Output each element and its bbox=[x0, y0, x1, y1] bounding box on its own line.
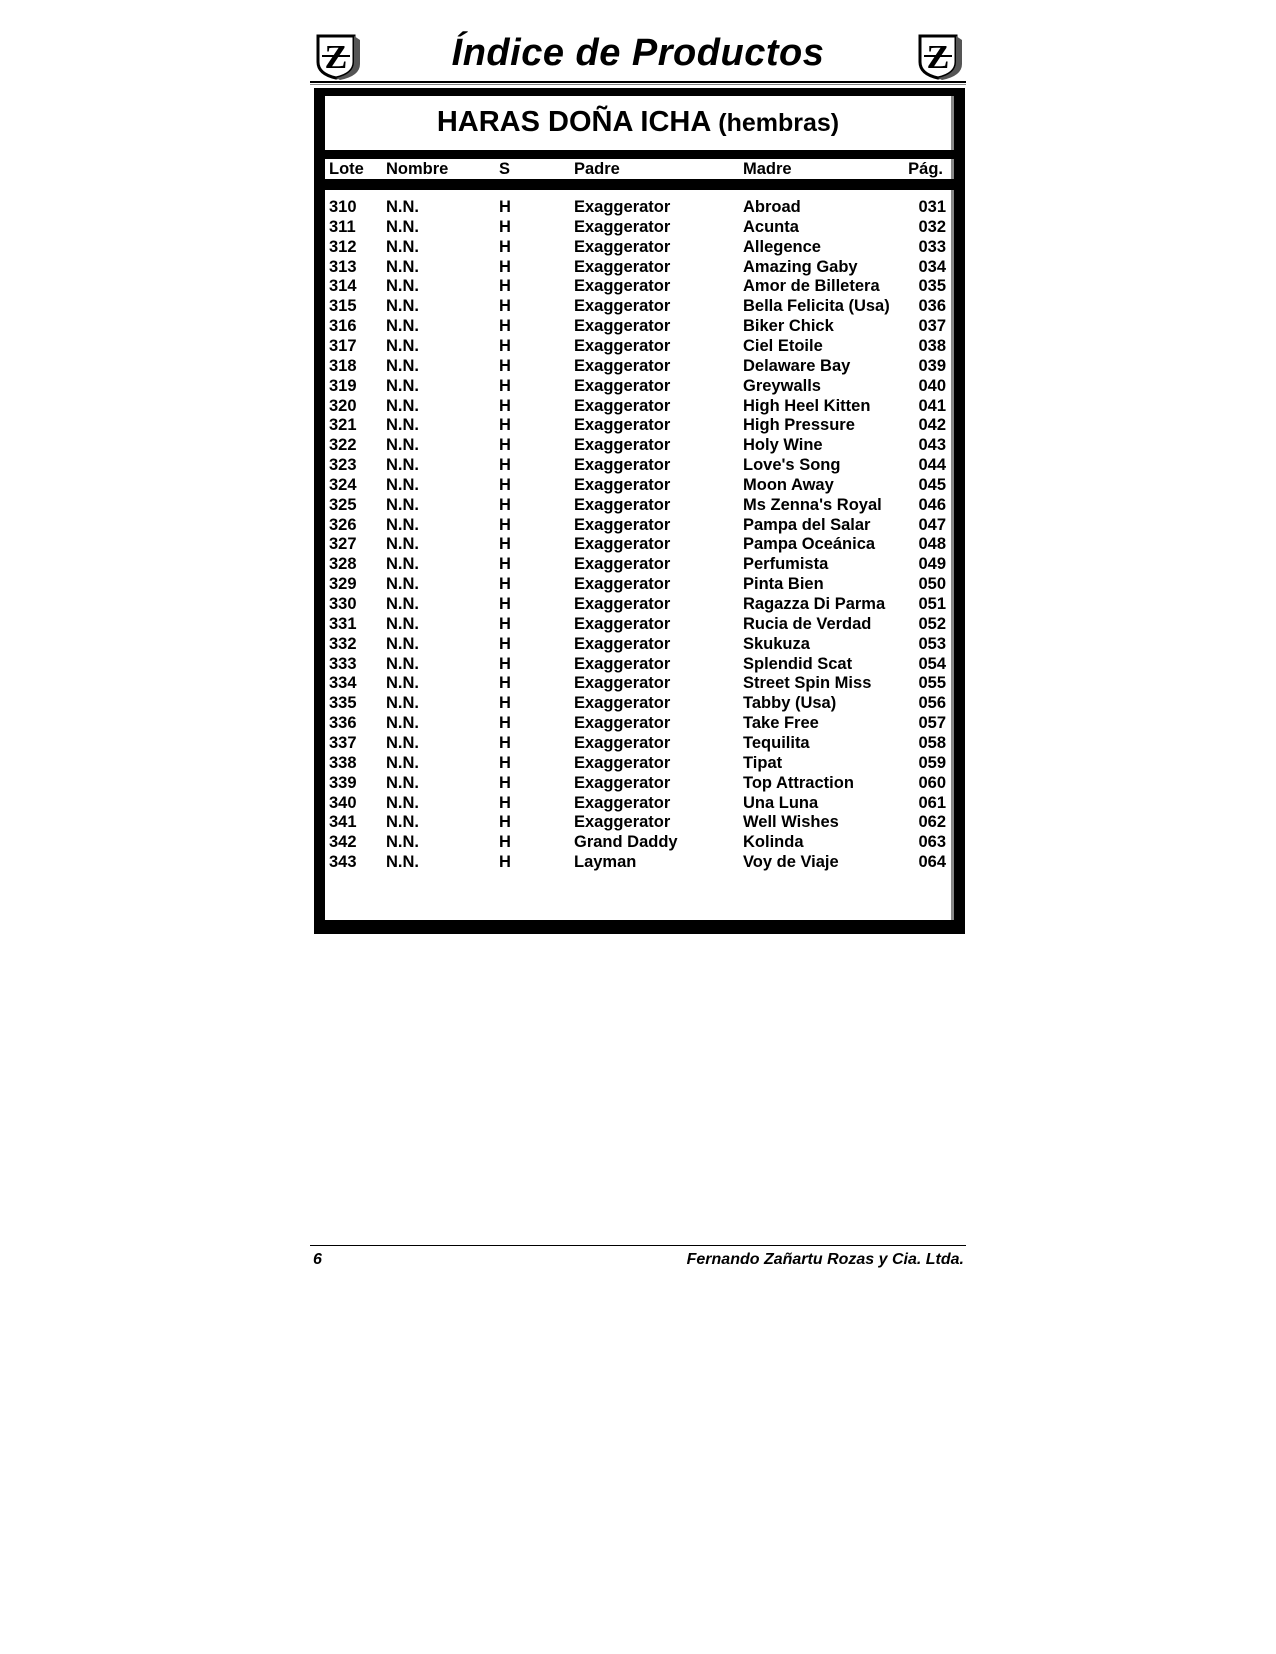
svg-text:Z: Z bbox=[324, 39, 348, 76]
cell-sexo: H bbox=[499, 694, 511, 713]
cell-lote: 321 bbox=[329, 416, 357, 435]
page-title: Índice de Productos bbox=[451, 32, 825, 74]
cell-nombre: N.N. bbox=[386, 356, 419, 375]
table-row bbox=[325, 397, 954, 418]
cell-lote: 320 bbox=[329, 396, 357, 415]
cell-pagina: 050 bbox=[918, 575, 946, 594]
cell-madre: Perfumista bbox=[743, 555, 829, 574]
table-row bbox=[325, 476, 954, 497]
cell-pagina: 033 bbox=[918, 237, 946, 256]
cell-sexo: H bbox=[499, 595, 511, 613]
svg-text:Z: Z bbox=[926, 39, 950, 76]
cell-nombre: N.N. bbox=[386, 654, 419, 673]
cell-sexo: H bbox=[499, 336, 511, 355]
table-row bbox=[325, 218, 954, 239]
cell-padre: Exaggerator bbox=[574, 614, 671, 633]
cell-nombre: N.N. bbox=[386, 595, 419, 613]
cell-nombre: N.N. bbox=[386, 297, 419, 316]
cell-padre: Exaggerator bbox=[574, 436, 671, 455]
cell-padre: Exaggerator bbox=[574, 297, 671, 316]
cell-pagina: 064 bbox=[918, 853, 946, 872]
cell-pagina: 045 bbox=[918, 475, 946, 494]
cell-nombre: N.N. bbox=[386, 257, 419, 276]
table-row bbox=[325, 238, 954, 259]
cell-sexo: H bbox=[499, 356, 511, 375]
cell-madre: Take Free bbox=[743, 714, 819, 733]
cell-lote: 317 bbox=[329, 336, 357, 355]
table-row bbox=[325, 813, 954, 834]
cell-lote: 318 bbox=[329, 356, 357, 375]
table-row bbox=[325, 694, 954, 715]
table-row bbox=[325, 258, 954, 279]
table-row bbox=[325, 377, 954, 398]
cell-pagina: 039 bbox=[918, 356, 946, 375]
cell-lote: 329 bbox=[329, 575, 357, 594]
cell-padre: Exaggerator bbox=[574, 694, 671, 713]
cell-lote: 338 bbox=[329, 753, 357, 772]
section-title-box bbox=[325, 96, 954, 150]
cell-pagina: 057 bbox=[918, 714, 946, 733]
cell-madre: Ms Zenna's Royal bbox=[743, 495, 882, 514]
cell-padre: Layman bbox=[574, 853, 637, 872]
cell-pagina: 036 bbox=[918, 297, 946, 316]
cell-madre: Holy Wine bbox=[743, 436, 823, 455]
cell-pagina: 062 bbox=[918, 813, 946, 832]
table-row bbox=[325, 198, 954, 219]
cell-lote: 337 bbox=[329, 733, 357, 752]
cell-nombre: N.N. bbox=[386, 694, 419, 713]
header-rule bbox=[310, 81, 966, 83]
cell-madre: Skukuza bbox=[743, 634, 810, 653]
cell-sexo: H bbox=[499, 793, 511, 812]
page-footer bbox=[310, 1245, 966, 1275]
cell-madre: Street Spin Miss bbox=[743, 674, 872, 693]
table-row bbox=[325, 496, 954, 517]
cell-lote: 328 bbox=[329, 555, 357, 574]
column-header-s: S bbox=[499, 160, 511, 178]
cell-sexo: H bbox=[499, 217, 511, 236]
cell-madre: Bella Felicita (Usa) bbox=[743, 297, 890, 316]
cell-sexo: H bbox=[499, 317, 511, 336]
cell-padre: Exaggerator bbox=[574, 535, 671, 554]
cell-nombre: N.N. bbox=[386, 336, 419, 355]
cell-padre: Exaggerator bbox=[574, 416, 671, 435]
cell-padre: Exaggerator bbox=[574, 733, 671, 752]
cell-madre: Acunta bbox=[743, 217, 799, 236]
cell-padre: Exaggerator bbox=[574, 495, 671, 514]
cell-madre: Ragazza Di Parma bbox=[743, 595, 886, 613]
cell-sexo: H bbox=[499, 456, 511, 475]
cell-nombre: N.N. bbox=[386, 733, 419, 752]
cell-pagina: 060 bbox=[918, 773, 946, 792]
table-row bbox=[325, 317, 954, 338]
cell-lote: 311 bbox=[329, 217, 356, 236]
cell-pagina: 049 bbox=[918, 555, 946, 574]
cell-nombre: N.N. bbox=[386, 237, 419, 256]
cell-padre: Exaggerator bbox=[574, 515, 671, 534]
cell-nombre: N.N. bbox=[386, 376, 419, 395]
cell-nombre: N.N. bbox=[386, 436, 419, 455]
cell-lote: 339 bbox=[329, 773, 357, 792]
cell-lote: 323 bbox=[329, 456, 357, 475]
cell-lote: 326 bbox=[329, 515, 357, 534]
cell-sexo: H bbox=[499, 376, 511, 395]
cell-padre: Exaggerator bbox=[574, 813, 671, 832]
table-row bbox=[325, 516, 954, 537]
column-header-lote: Lote bbox=[329, 160, 364, 178]
cell-lote: 336 bbox=[329, 714, 357, 733]
table-row bbox=[325, 794, 954, 815]
cell-lote: 322 bbox=[329, 436, 357, 455]
table-header bbox=[325, 159, 954, 179]
table-row bbox=[325, 297, 954, 318]
cell-madre: Tequilita bbox=[743, 733, 810, 752]
cell-nombre: N.N. bbox=[386, 555, 419, 574]
table-row bbox=[325, 535, 954, 556]
cell-padre: Exaggerator bbox=[574, 336, 671, 355]
table-row bbox=[325, 277, 954, 298]
cell-nombre: N.N. bbox=[386, 475, 419, 494]
cell-madre: Abroad bbox=[743, 198, 801, 216]
cell-lote: 334 bbox=[329, 674, 357, 693]
cell-padre: Exaggerator bbox=[574, 317, 671, 336]
cell-sexo: H bbox=[499, 813, 511, 832]
cell-sexo: H bbox=[499, 733, 511, 752]
cell-nombre: N.N. bbox=[386, 614, 419, 633]
cell-sexo: H bbox=[499, 634, 511, 653]
cell-nombre: N.N. bbox=[386, 416, 419, 435]
cell-padre: Exaggerator bbox=[574, 376, 671, 395]
cell-padre: Exaggerator bbox=[574, 456, 671, 475]
cell-lote: 325 bbox=[329, 495, 357, 514]
cell-sexo: H bbox=[499, 515, 511, 534]
cell-lote: 310 bbox=[329, 198, 357, 216]
cell-sexo: H bbox=[499, 853, 511, 872]
cell-lote: 331 bbox=[329, 614, 357, 633]
cell-lote: 312 bbox=[329, 237, 357, 256]
cell-nombre: N.N. bbox=[386, 396, 419, 415]
cell-sexo: H bbox=[499, 674, 511, 693]
cell-nombre: N.N. bbox=[386, 277, 419, 296]
cell-madre: Una Luna bbox=[743, 793, 819, 812]
company-logo-icon bbox=[916, 32, 964, 80]
cell-pagina: 056 bbox=[918, 694, 946, 713]
cell-lote: 319 bbox=[329, 376, 357, 395]
cell-pagina: 053 bbox=[918, 634, 946, 653]
cell-madre: High Heel Kitten bbox=[743, 396, 871, 415]
cell-lote: 330 bbox=[329, 595, 357, 613]
section-title bbox=[325, 106, 951, 139]
cell-nombre: N.N. bbox=[386, 217, 419, 236]
table-row bbox=[325, 853, 954, 874]
table-row bbox=[325, 774, 954, 795]
cell-padre: Exaggerator bbox=[574, 753, 671, 772]
table-row bbox=[325, 555, 954, 576]
cell-nombre: N.N. bbox=[386, 714, 419, 733]
cell-padre: Exaggerator bbox=[574, 555, 671, 574]
cell-padre: Exaggerator bbox=[574, 217, 671, 236]
cell-nombre: N.N. bbox=[386, 198, 419, 216]
cell-sexo: H bbox=[499, 575, 511, 594]
cell-nombre: N.N. bbox=[386, 317, 419, 336]
cell-pagina: 031 bbox=[918, 198, 946, 216]
cell-pagina: 038 bbox=[918, 336, 946, 355]
cell-madre: Tipat bbox=[743, 753, 783, 772]
cell-lote: 315 bbox=[329, 297, 357, 316]
cell-padre: Exaggerator bbox=[574, 773, 671, 792]
cell-sexo: H bbox=[499, 396, 511, 415]
cell-padre: Exaggerator bbox=[574, 595, 671, 613]
section-title-sub: (hembras) bbox=[718, 109, 840, 137]
cell-pagina: 054 bbox=[918, 654, 946, 673]
cell-sexo: H bbox=[499, 535, 511, 554]
cell-lote: 340 bbox=[329, 793, 357, 812]
cell-lote: 327 bbox=[329, 535, 357, 554]
cell-sexo: H bbox=[499, 297, 511, 316]
cell-padre: Exaggerator bbox=[574, 654, 671, 673]
cell-pagina: 034 bbox=[918, 257, 946, 276]
cell-sexo: H bbox=[499, 714, 511, 733]
column-header-nombre: Nombre bbox=[386, 160, 449, 178]
cell-padre: Exaggerator bbox=[574, 793, 671, 812]
table-row bbox=[325, 416, 954, 437]
column-header-pag: Pág. bbox=[908, 160, 943, 178]
table-row bbox=[325, 436, 954, 457]
table-row bbox=[325, 674, 954, 695]
cell-lote: 314 bbox=[329, 277, 357, 296]
cell-pagina: 035 bbox=[918, 277, 946, 296]
table-row bbox=[325, 734, 954, 755]
cell-sexo: H bbox=[499, 237, 511, 256]
cell-nombre: N.N. bbox=[386, 793, 419, 812]
cell-pagina: 046 bbox=[918, 495, 946, 514]
cell-sexo: H bbox=[499, 654, 511, 673]
cell-pagina: 048 bbox=[918, 535, 946, 554]
cell-padre: Exaggerator bbox=[574, 198, 671, 216]
cell-pagina: 063 bbox=[918, 833, 946, 852]
cell-padre: Exaggerator bbox=[574, 237, 671, 256]
cell-sexo: H bbox=[499, 773, 511, 792]
cell-nombre: N.N. bbox=[386, 456, 419, 475]
cell-lote: 324 bbox=[329, 475, 357, 494]
table-body bbox=[325, 190, 954, 920]
cell-sexo: H bbox=[499, 198, 511, 216]
cell-nombre: N.N. bbox=[386, 853, 419, 872]
cell-sexo: H bbox=[499, 753, 511, 772]
table-row bbox=[325, 357, 954, 378]
cell-pagina: 044 bbox=[918, 456, 946, 475]
cell-nombre: N.N. bbox=[386, 535, 419, 554]
cell-pagina: 061 bbox=[918, 793, 946, 812]
table-row bbox=[325, 833, 954, 854]
cell-pagina: 047 bbox=[918, 515, 946, 534]
page-number: 6 bbox=[313, 1251, 322, 1268]
cell-madre: Rucia de Verdad bbox=[743, 614, 872, 633]
cell-nombre: N.N. bbox=[386, 813, 419, 832]
cell-pagina: 043 bbox=[918, 436, 946, 455]
cell-lote: 332 bbox=[329, 634, 357, 653]
footer-rule bbox=[310, 1245, 966, 1246]
cell-nombre: N.N. bbox=[386, 773, 419, 792]
cell-nombre: N.N. bbox=[386, 833, 419, 852]
cell-nombre: N.N. bbox=[386, 515, 419, 534]
table-row bbox=[325, 635, 954, 656]
cell-sexo: H bbox=[499, 833, 511, 852]
cell-madre: Ciel Etoile bbox=[743, 336, 823, 355]
cell-madre: Pampa Oceánica bbox=[743, 535, 876, 554]
cell-padre: Exaggerator bbox=[574, 277, 671, 296]
cell-madre: Delaware Bay bbox=[743, 356, 851, 375]
cell-madre: Splendid Scat bbox=[743, 654, 853, 673]
cell-nombre: N.N. bbox=[386, 674, 419, 693]
cell-nombre: N.N. bbox=[386, 575, 419, 594]
cell-madre: Allegence bbox=[743, 237, 821, 256]
cell-padre: Exaggerator bbox=[574, 356, 671, 375]
cell-sexo: H bbox=[499, 614, 511, 633]
cell-padre: Exaggerator bbox=[574, 634, 671, 653]
cell-lote: 335 bbox=[329, 694, 357, 713]
cell-padre: Exaggerator bbox=[574, 396, 671, 415]
cell-sexo: H bbox=[499, 495, 511, 514]
cell-madre: Well Wishes bbox=[743, 813, 839, 832]
cell-madre: Greywalls bbox=[743, 376, 821, 395]
cell-pagina: 055 bbox=[918, 674, 946, 693]
cell-madre: Biker Chick bbox=[743, 317, 834, 336]
cell-pagina: 059 bbox=[918, 753, 946, 772]
cell-pagina: 032 bbox=[918, 217, 946, 236]
cell-pagina: 058 bbox=[918, 733, 946, 752]
cell-madre: Amor de Billetera bbox=[743, 277, 880, 296]
table-row bbox=[325, 337, 954, 358]
cell-nombre: N.N. bbox=[386, 495, 419, 514]
table-row bbox=[325, 655, 954, 676]
cell-pagina: 040 bbox=[918, 376, 946, 395]
header-rule-shadow bbox=[310, 84, 966, 85]
section-title-main: HARAS DOÑA ICHA bbox=[436, 106, 711, 138]
table-row bbox=[325, 575, 954, 596]
cell-sexo: H bbox=[499, 416, 511, 435]
cell-lote: 316 bbox=[329, 317, 357, 336]
cell-padre: Exaggerator bbox=[574, 575, 671, 594]
cell-padre: Grand Daddy bbox=[574, 833, 678, 852]
cell-pagina: 037 bbox=[918, 317, 946, 336]
column-header-padre: Padre bbox=[574, 160, 620, 178]
cell-madre: Tabby (Usa) bbox=[743, 694, 837, 713]
cell-madre: High Pressure bbox=[743, 416, 855, 435]
cell-lote: 341 bbox=[329, 813, 357, 832]
cell-madre: Voy de Viaje bbox=[743, 853, 839, 872]
cell-lote: 313 bbox=[329, 257, 357, 276]
cell-madre: Pampa del Salar bbox=[743, 515, 871, 534]
cell-madre: Love's Song bbox=[743, 456, 841, 475]
cell-nombre: N.N. bbox=[386, 634, 419, 653]
column-header-madre: Madre bbox=[743, 160, 792, 178]
cell-pagina: 052 bbox=[918, 614, 946, 633]
cell-sexo: H bbox=[499, 475, 511, 494]
cell-nombre: N.N. bbox=[386, 753, 419, 772]
cell-padre: Exaggerator bbox=[574, 714, 671, 733]
cell-pagina: 041 bbox=[918, 396, 946, 415]
cell-madre: Amazing Gaby bbox=[743, 257, 858, 276]
cell-madre: Top Attraction bbox=[743, 773, 854, 792]
cell-sexo: H bbox=[499, 257, 511, 276]
cell-sexo: H bbox=[499, 277, 511, 296]
cell-madre: Pinta Bien bbox=[743, 575, 824, 594]
cell-lote: 343 bbox=[329, 853, 357, 872]
page-header bbox=[310, 30, 966, 85]
cell-padre: Exaggerator bbox=[574, 674, 671, 693]
cell-padre: Exaggerator bbox=[574, 475, 671, 494]
cell-pagina: 051 bbox=[918, 595, 946, 613]
cell-madre: Moon Away bbox=[743, 475, 834, 494]
cell-pagina: 042 bbox=[918, 416, 946, 435]
table-row bbox=[325, 754, 954, 775]
cell-madre: Kolinda bbox=[743, 833, 804, 852]
table-row bbox=[325, 595, 954, 616]
cell-lote: 342 bbox=[329, 833, 357, 852]
product-index-frame bbox=[314, 88, 965, 934]
cell-sexo: H bbox=[499, 555, 511, 574]
cell-lote: 333 bbox=[329, 654, 357, 673]
table-row bbox=[325, 615, 954, 636]
company-name: Fernando Zañartu Rozas y Cia. Ltda. bbox=[686, 1251, 964, 1268]
cell-sexo: H bbox=[499, 436, 511, 455]
table-row bbox=[325, 456, 954, 477]
table-row bbox=[325, 714, 954, 735]
cell-padre: Exaggerator bbox=[574, 257, 671, 276]
